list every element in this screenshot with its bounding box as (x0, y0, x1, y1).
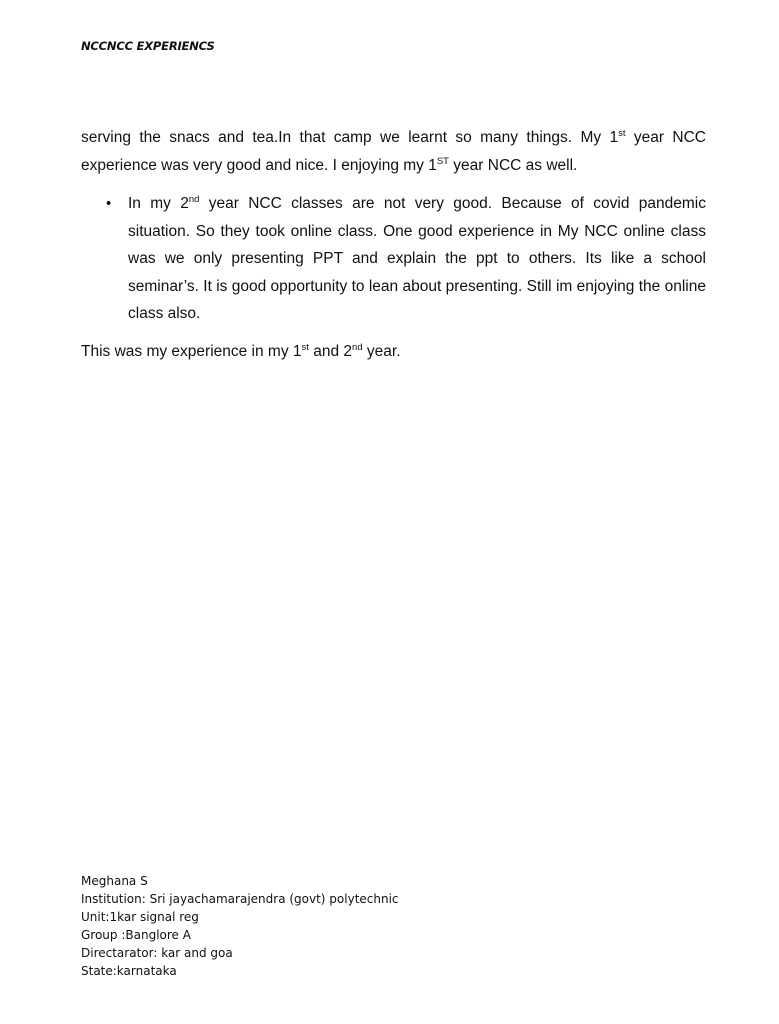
document-body (81, 124, 706, 365)
author-directorate: Directarator: kar and goa (81, 946, 233, 960)
author-institution: Institution: Sri jayachamarajendra (govt) polytechnic (81, 892, 399, 906)
paragraph-first-year: serving the snacs and tea.In that camp we learnt so many things. My 1st year NCC experience was very good and nice. I enjoying my 1ST year NCC as well. (81, 128, 706, 174)
author-unit: Unit:1kar signal reg (81, 910, 199, 924)
author-name: Meghana S (81, 874, 148, 888)
author-group: Group :Banglore A (81, 928, 191, 942)
bullet-marker: • (106, 195, 112, 212)
paragraph-closing: This was my experience in my 1st and 2nd year. (81, 341, 401, 360)
author-details (81, 872, 399, 980)
author-state: State:karnataka (81, 964, 177, 978)
bullet-item-second-year: • In my 2nd year NCC classes are not very good. Because of covid pandemic situation. So they took online class. One good experience in My NCC online class was we only presenting PPT and explain the ppt to others. Its like a school seminar’s. It is good opportunity to lean about presenting. Still im enjoying the online class also. (81, 190, 706, 328)
document-header: NCCNCC EXPERIENCS (81, 39, 215, 53)
